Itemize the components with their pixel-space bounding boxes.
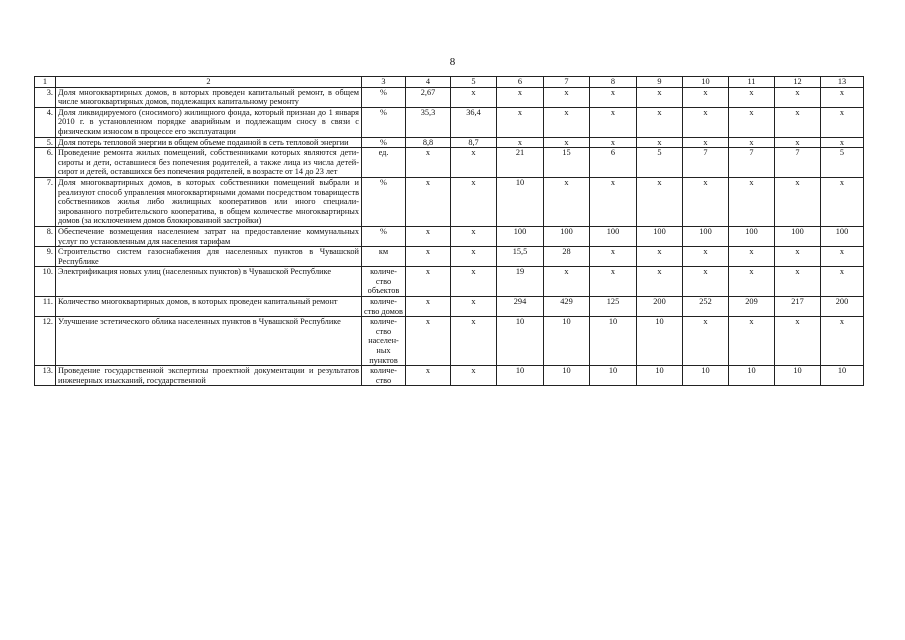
- table-row: [35, 107, 864, 137]
- value-cell: х: [729, 267, 775, 297]
- value-cell: 100: [544, 226, 590, 246]
- unit-cell: км: [362, 247, 406, 267]
- value-cell: х: [497, 107, 544, 137]
- value-cell: х: [729, 87, 775, 107]
- value-cell: 5: [821, 148, 864, 178]
- value-cell: х: [821, 317, 864, 366]
- row-number-cell: 8.: [35, 226, 56, 246]
- row-number-cell: 6.: [35, 148, 56, 178]
- value-cell: 35,3: [406, 107, 451, 137]
- value-cell: х: [590, 177, 637, 226]
- table-header-row: [35, 77, 864, 88]
- value-cell: 10: [775, 366, 821, 386]
- value-cell: 36,4: [451, 107, 497, 137]
- value-cell: 10: [544, 366, 590, 386]
- value-cell: 429: [544, 297, 590, 317]
- value-cell: х: [637, 267, 683, 297]
- value-cell: х: [406, 177, 451, 226]
- unit-cell: %: [362, 137, 406, 148]
- value-cell: 10: [821, 366, 864, 386]
- header-cell: 2: [56, 77, 362, 88]
- value-cell: 7: [683, 148, 729, 178]
- indicator-name-cell: Проведение ремонта жилых помещений, собственниками которых являются дети-сироты и дети, оставшиеся без попечения родителей, а также лица из числа детей-сирот и детей, оставшихся без попечения родителей, в возрасте от 14 до 23 лет: [56, 148, 362, 178]
- value-cell: 200: [637, 297, 683, 317]
- value-cell: 209: [729, 297, 775, 317]
- row-number-cell: 4.: [35, 107, 56, 137]
- value-cell: х: [821, 137, 864, 148]
- value-cell: х: [729, 177, 775, 226]
- header-cell: 3: [362, 77, 406, 88]
- indicator-name-cell: Электрификация новых улиц (населенных пунктов) в Чувашской Республике: [56, 267, 362, 297]
- row-number-cell: 7.: [35, 177, 56, 226]
- value-cell: х: [590, 107, 637, 137]
- value-cell: х: [451, 177, 497, 226]
- value-cell: х: [406, 297, 451, 317]
- value-cell: х: [775, 317, 821, 366]
- value-cell: х: [544, 267, 590, 297]
- value-cell: х: [775, 87, 821, 107]
- value-cell: х: [683, 137, 729, 148]
- value-cell: х: [821, 177, 864, 226]
- value-cell: х: [637, 87, 683, 107]
- indicator-name-cell: Проведение государственной экспертизы проектной документации и результатов инженерных изысканий, государственной: [56, 366, 362, 386]
- value-cell: х: [729, 107, 775, 137]
- unit-cell: %: [362, 226, 406, 246]
- value-cell: х: [590, 87, 637, 107]
- value-cell: 294: [497, 297, 544, 317]
- value-cell: 10: [544, 317, 590, 366]
- indicator-name-cell: Доля ликвидируемого (сносимого) жилищного фонда, который признан до 1 января 2010 г. в установленном порядке аварийным и подлежащим сносу в связи с физическим износом в процессе его эксплуатации: [56, 107, 362, 137]
- value-cell: х: [497, 87, 544, 107]
- header-cell: 8: [590, 77, 637, 88]
- value-cell: 100: [683, 226, 729, 246]
- value-cell: 10: [729, 366, 775, 386]
- value-cell: 100: [729, 226, 775, 246]
- header-cell: 7: [544, 77, 590, 88]
- value-cell: х: [497, 137, 544, 148]
- table-row: [35, 247, 864, 267]
- unit-cell: %: [362, 177, 406, 226]
- row-number-cell: 13.: [35, 366, 56, 386]
- value-cell: х: [729, 317, 775, 366]
- header-cell: 11: [729, 77, 775, 88]
- value-cell: х: [451, 366, 497, 386]
- value-cell: х: [637, 177, 683, 226]
- header-cell: 13: [821, 77, 864, 88]
- value-cell: х: [729, 247, 775, 267]
- row-number-cell: 12.: [35, 317, 56, 366]
- header-cell: 6: [497, 77, 544, 88]
- value-cell: 100: [497, 226, 544, 246]
- value-cell: х: [406, 226, 451, 246]
- value-cell: 5: [637, 148, 683, 178]
- unit-cell: количество: [362, 366, 406, 386]
- table-row: [35, 87, 864, 107]
- value-cell: х: [683, 107, 729, 137]
- page-number: 8: [449, 56, 456, 68]
- value-cell: 7: [775, 148, 821, 178]
- value-cell: х: [544, 107, 590, 137]
- header-cell: 5: [451, 77, 497, 88]
- indicator-name-cell: Обеспечение возмещения населением затрат на предоставление коммунальных услуг по установленным для населения тарифам: [56, 226, 362, 246]
- value-cell: х: [406, 247, 451, 267]
- value-cell: 252: [683, 297, 729, 317]
- unit-cell: %: [362, 87, 406, 107]
- value-cell: 6: [590, 148, 637, 178]
- value-cell: х: [637, 107, 683, 137]
- row-number-cell: 11.: [35, 297, 56, 317]
- value-cell: х: [406, 148, 451, 178]
- value-cell: 10: [590, 317, 637, 366]
- value-cell: х: [544, 137, 590, 148]
- header-cell: 1: [35, 77, 56, 88]
- value-cell: х: [406, 317, 451, 366]
- value-cell: х: [544, 177, 590, 226]
- table-row: [35, 297, 864, 317]
- header-cell: 9: [637, 77, 683, 88]
- value-cell: 200: [821, 297, 864, 317]
- value-cell: х: [683, 317, 729, 366]
- value-cell: 10: [637, 366, 683, 386]
- indicators-table: [34, 76, 864, 386]
- table-row: [35, 148, 864, 178]
- table-row: [35, 137, 864, 148]
- value-cell: 100: [590, 226, 637, 246]
- indicator-name-cell: Доля потерь тепловой энергии в общем объеме поданной в сеть тепловой энергии: [56, 137, 362, 148]
- indicator-name-cell: Улучшение эстетического облика населенных пунктов в Чувашской Республике: [56, 317, 362, 366]
- value-cell: х: [451, 317, 497, 366]
- table-row: [35, 226, 864, 246]
- value-cell: х: [683, 267, 729, 297]
- value-cell: х: [590, 247, 637, 267]
- unit-cell: количество населенных пунктов: [362, 317, 406, 366]
- value-cell: х: [451, 148, 497, 178]
- table-row: [35, 366, 864, 386]
- value-cell: х: [451, 267, 497, 297]
- value-cell: 10: [497, 317, 544, 366]
- value-cell: х: [775, 247, 821, 267]
- value-cell: 10: [590, 366, 637, 386]
- value-cell: х: [683, 247, 729, 267]
- unit-cell: %: [362, 107, 406, 137]
- indicator-name-cell: Количество многоквартирных домов, в которых проведен капитальный ремонт: [56, 297, 362, 317]
- value-cell: х: [683, 177, 729, 226]
- value-cell: х: [729, 137, 775, 148]
- table-row: [35, 267, 864, 297]
- row-number-cell: 10.: [35, 267, 56, 297]
- value-cell: х: [406, 267, 451, 297]
- value-cell: х: [821, 247, 864, 267]
- table-row: [35, 317, 864, 366]
- value-cell: х: [590, 267, 637, 297]
- value-cell: 8,8: [406, 137, 451, 148]
- value-cell: 15,5: [497, 247, 544, 267]
- value-cell: 10: [683, 366, 729, 386]
- row-number-cell: 5.: [35, 137, 56, 148]
- value-cell: х: [451, 297, 497, 317]
- value-cell: 10: [497, 177, 544, 226]
- value-cell: х: [775, 107, 821, 137]
- row-number-cell: 9.: [35, 247, 56, 267]
- header-cell: 12: [775, 77, 821, 88]
- value-cell: х: [637, 137, 683, 148]
- row-number-cell: 3.: [35, 87, 56, 107]
- value-cell: 100: [637, 226, 683, 246]
- value-cell: 100: [775, 226, 821, 246]
- table-body: [35, 77, 864, 386]
- value-cell: х: [590, 137, 637, 148]
- value-cell: 2,67: [406, 87, 451, 107]
- value-cell: х: [637, 247, 683, 267]
- value-cell: х: [821, 87, 864, 107]
- value-cell: х: [683, 87, 729, 107]
- value-cell: х: [775, 267, 821, 297]
- header-cell: 4: [406, 77, 451, 88]
- value-cell: 15: [544, 148, 590, 178]
- value-cell: х: [451, 87, 497, 107]
- value-cell: 21: [497, 148, 544, 178]
- value-cell: 7: [729, 148, 775, 178]
- value-cell: х: [544, 87, 590, 107]
- value-cell: 8,7: [451, 137, 497, 148]
- value-cell: х: [451, 226, 497, 246]
- header-cell: 10: [683, 77, 729, 88]
- value-cell: х: [821, 267, 864, 297]
- value-cell: 217: [775, 297, 821, 317]
- unit-cell: ед.: [362, 148, 406, 178]
- table-row: [35, 177, 864, 226]
- value-cell: 10: [497, 366, 544, 386]
- value-cell: 19: [497, 267, 544, 297]
- value-cell: 10: [637, 317, 683, 366]
- indicator-name-cell: Доля многоквартирных домов, в которых проведен капитальный ремонт, в общем числе многоквартирных домов, подлежащих капитальному ремонту: [56, 87, 362, 107]
- value-cell: х: [451, 247, 497, 267]
- value-cell: х: [821, 107, 864, 137]
- indicator-name-cell: Строительство систем газоснабжения для населенных пунктов в Чувашской Республике: [56, 247, 362, 267]
- unit-cell: количество объектов: [362, 267, 406, 297]
- value-cell: 125: [590, 297, 637, 317]
- value-cell: 28: [544, 247, 590, 267]
- indicator-name-cell: Доля многоквартирных домов, в которых собственники помещений выбрали и реализуют способ управления многоквартирными домами посредством товариществ собственников жилья либо жилищных кооперативов или иного специализированного потребительского кооператива, в общем количестве многоквартирных домов (за исключением домов блокированной застройки): [56, 177, 362, 226]
- value-cell: х: [406, 366, 451, 386]
- value-cell: х: [775, 177, 821, 226]
- value-cell: 100: [821, 226, 864, 246]
- unit-cell: количество домов: [362, 297, 406, 317]
- value-cell: х: [775, 137, 821, 148]
